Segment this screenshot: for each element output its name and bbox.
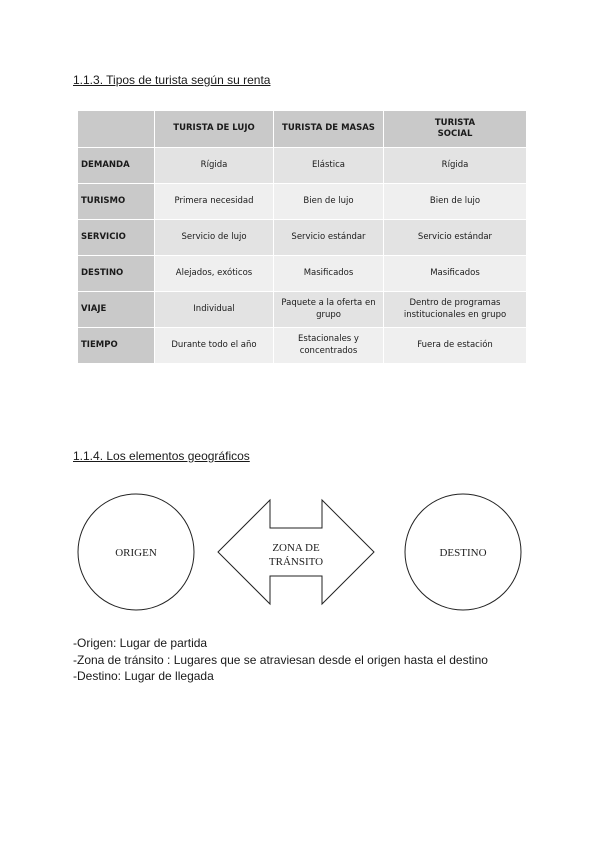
- section-title-tipos-turista: 1.1.3. Tipos de turista según su renta: [73, 73, 271, 87]
- origin-label: ORIGEN: [115, 547, 157, 559]
- table-cell: Rígida: [155, 148, 274, 184]
- geographic-elements-diagram: [70, 490, 530, 620]
- header-turista-masas: TURISTA DE MASAS: [274, 111, 384, 148]
- table-cell: Rígida: [384, 148, 527, 184]
- table-cell: Paquete a la oferta en grupo: [274, 292, 384, 328]
- table-cell: Durante todo el año: [155, 328, 274, 364]
- definition-origen: -Origen: Lugar de partida: [73, 636, 208, 650]
- table-cell: Alejados, exóticos: [155, 256, 274, 292]
- header-turista-social: TURISTA SOCIAL: [384, 111, 527, 148]
- header-empty-cell: [78, 111, 155, 148]
- row-label: SERVICIO: [78, 220, 155, 256]
- table-cell: Primera necesidad: [155, 184, 274, 220]
- table-cell: Bien de lujo: [274, 184, 384, 220]
- table-cell: Masificados: [274, 256, 384, 292]
- definition-destino: -Destino: Lugar de llegada: [73, 669, 214, 683]
- table-row: [78, 220, 527, 256]
- table-row: [78, 184, 527, 220]
- row-label: DESTINO: [78, 256, 155, 292]
- table-cell: Servicio estándar: [274, 220, 384, 256]
- row-label: TURISMO: [78, 184, 155, 220]
- row-label: TIEMPO: [78, 328, 155, 364]
- table-row: [78, 256, 527, 292]
- table-cell: Servicio estándar: [384, 220, 527, 256]
- table-header-row: [78, 111, 527, 148]
- table-cell: Masificados: [384, 256, 527, 292]
- tourist-types-table: [77, 110, 527, 364]
- table-cell: Individual: [155, 292, 274, 328]
- table-cell: Bien de lujo: [384, 184, 527, 220]
- table-cell: Elástica: [274, 148, 384, 184]
- table-cell: Fuera de estación: [384, 328, 527, 364]
- definitions-list: [73, 635, 488, 685]
- table-cell: Estacionales y concentrados: [274, 328, 384, 364]
- table-row: [78, 148, 527, 184]
- transit-label-line1: ZONA DE: [272, 542, 320, 554]
- row-label: DEMANDA: [78, 148, 155, 184]
- table-row: [78, 328, 527, 364]
- section-title-elementos-geograficos: 1.1.4. Los elementos geográficos: [73, 449, 250, 463]
- table-cell: Servicio de lujo: [155, 220, 274, 256]
- destination-label: DESTINO: [439, 547, 487, 559]
- transit-label-line2: TRÁNSITO: [268, 556, 324, 568]
- table-row: [78, 292, 527, 328]
- table-cell: Dentro de programas institucionales en grupo: [384, 292, 527, 328]
- header-turista-lujo: TURISTA DE LUJO: [155, 111, 274, 148]
- definition-zona-transito: -Zona de tránsito : Lugares que se atraviesan desde el origen hasta el destino: [73, 652, 488, 667]
- row-label: VIAJE: [78, 292, 155, 328]
